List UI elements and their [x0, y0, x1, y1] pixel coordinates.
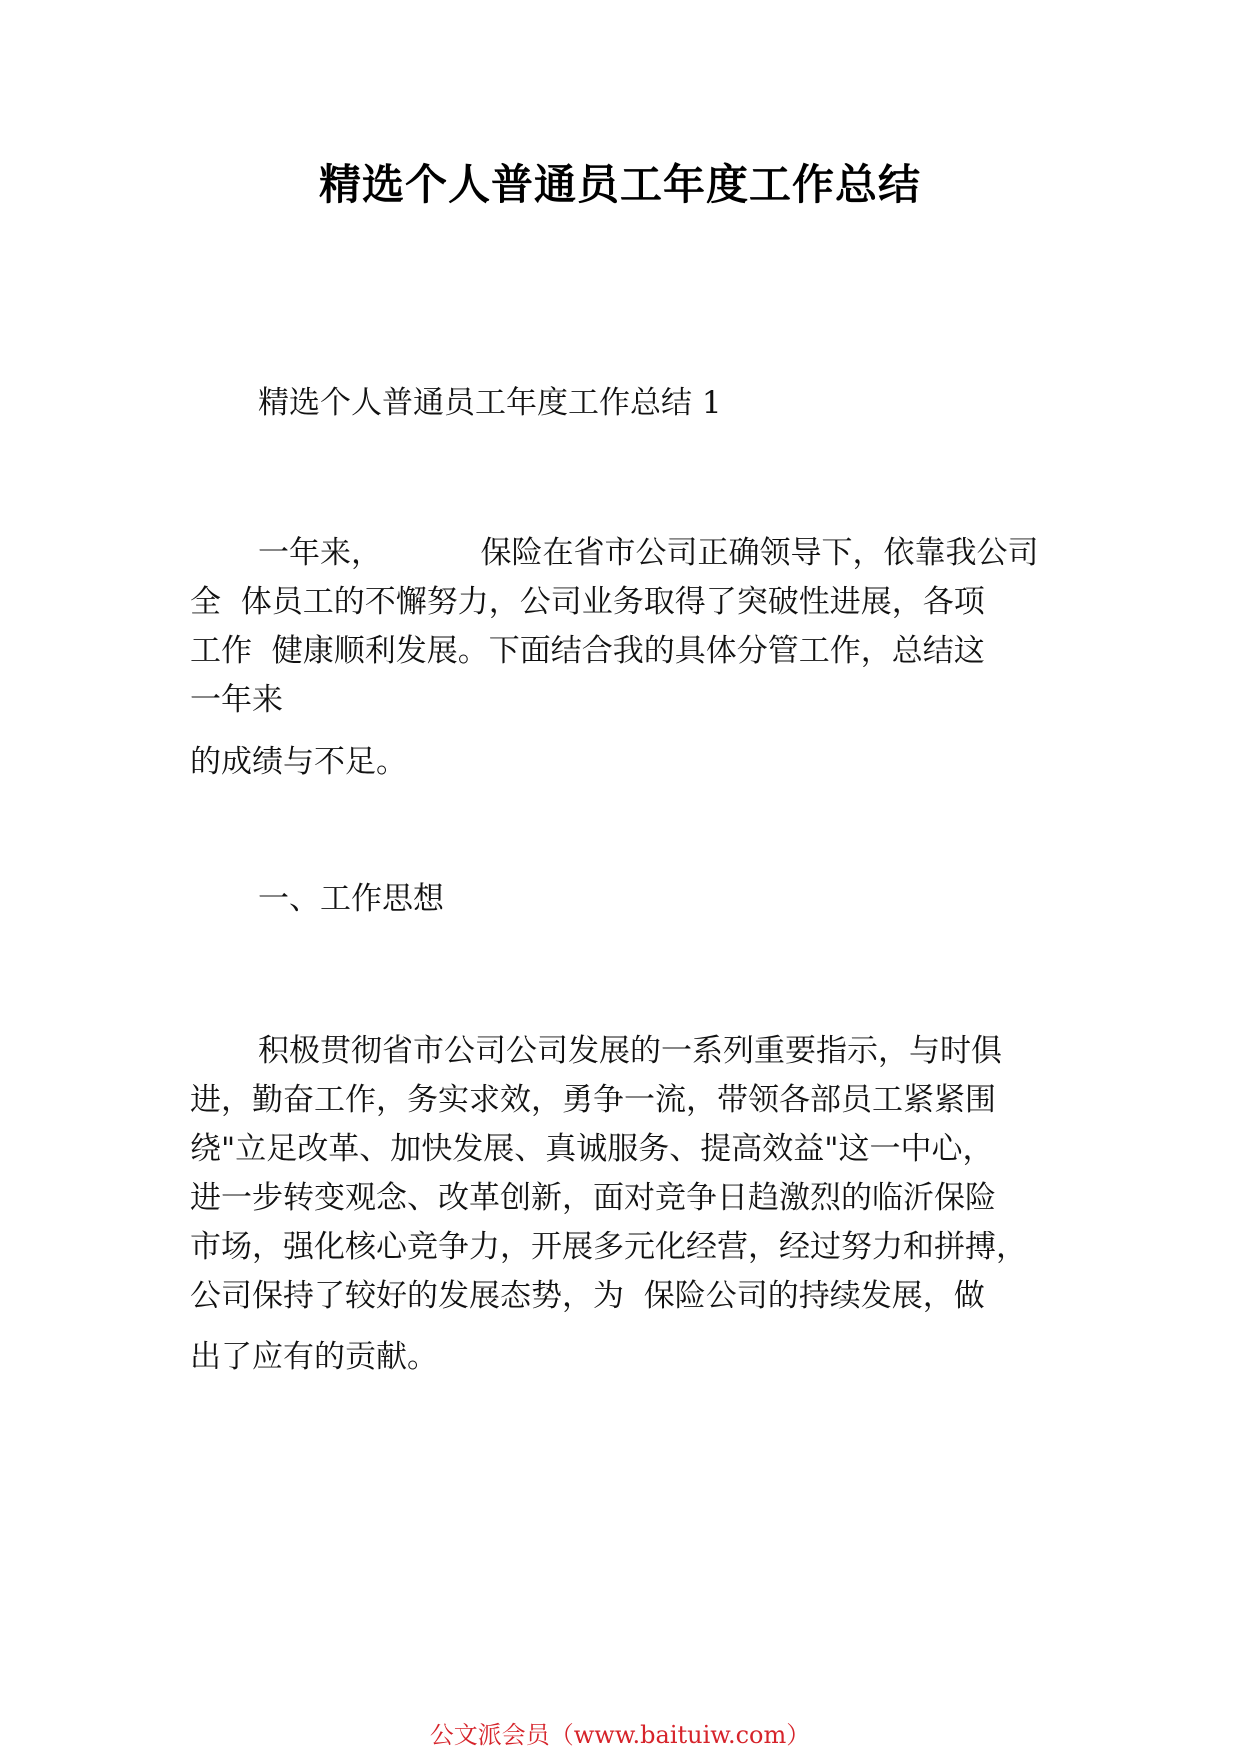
- paragraph-line: 工作 健康顺利发展。下面结合我的具体分管工作，总结这: [190, 633, 985, 669]
- paragraph-line: 公司保持了较好的发展态势，为 保险公司的持续发展，做: [190, 1278, 985, 1314]
- paragraph-line: 积极贯彻省市公司公司发展的一系列重要指示，与时俱: [258, 1033, 1002, 1069]
- paragraph-line: 市场，强化核心竞争力，开展多元化经营，经过努力和拼搏，: [190, 1229, 1027, 1265]
- paragraph-line: 进一步转变观念、改革创新，面对竞争日趋激烈的临沂保险: [190, 1180, 996, 1216]
- paragraph-line: 进，勤奋工作，务实求效，勇争一流，带领各部员工紧紧围: [190, 1082, 996, 1118]
- paragraph-line: 一年来: [190, 682, 283, 718]
- paragraph-line: 出了应有的贡献。: [190, 1339, 438, 1375]
- paragraph-line: 的成绩与不足。: [190, 744, 407, 780]
- document-title: 精选个人普通员工年度工作总结: [318, 160, 921, 209]
- paragraph-line: 全 体员工的不懈努力，公司业务取得了突破性进展，各项: [190, 584, 985, 620]
- document-subtitle: 精选个人普通员工年度工作总结 1: [258, 385, 722, 421]
- section-heading: 一、工作思想: [258, 881, 444, 917]
- footer-watermark: 公文派会员（www.baituiw.com）: [429, 1721, 811, 1749]
- paragraph-line: 一年来， 保险在省市公司正确领导下，依靠我公司: [258, 535, 1039, 571]
- paragraph-line: 绕"立足改革、加快发展、真诚服务、提高效益"这一中心，: [190, 1131, 994, 1167]
